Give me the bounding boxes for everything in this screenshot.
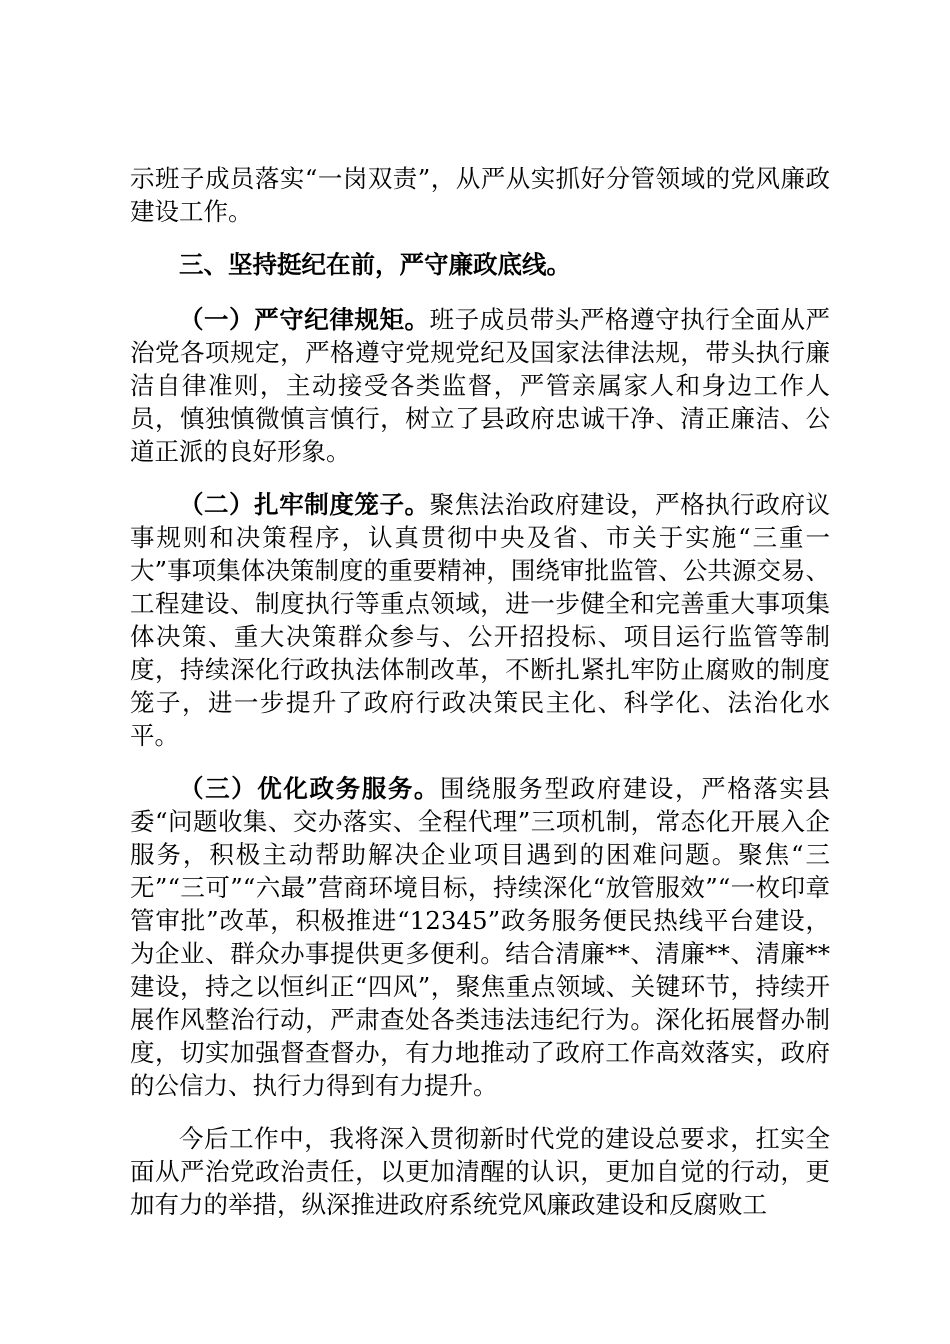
section-heading: 三、坚持挺纪在前，严守廉政底线。	[179, 250, 571, 279]
item-lead-3: （三）优化政务服务。	[179, 774, 441, 803]
continuation-paragraph: 示班子成员落实“一岗双责”，从严从实抓好分管领域的党风廉政建设工作。	[130, 164, 830, 226]
item-body-2: 聚焦法治政府建设，严格执行政府议事规则和决策程序，认真贯彻中央及省、市关于实施“三重一大”事项集体决策制度的重要精神，围绕审批监管、公共源交易、工程建设、制度执行等重点领域，进一步健全和完善重大事项集体决策、重大决策群众参与、公开招投标、项目运行监管等制度，持续深化行政执法体制改革，不断扎紧扎牢防止腐败的制度笼子，进一步提升了政府行政决策民主化、科学化、法治化水平。	[130, 490, 831, 750]
item-body-3: 围绕服务型政府建设，严格落实县委“问题收集、交办落实、全程代理”三项机制，常态化开展入企服务，积极主动帮助解决企业项目遇到的困难问题。聚焦“三无”“三可”“六最”营商环境目标，持续深化“放管服效”“一枚印章管审批”改革，积极推进“12345”政务服务便民热线平台建设，为企业、群众办事提供更多便利。结合清廉**、清廉**、清廉**建设，持之以恒纠正“四风”，聚焦重点领域、关键环节，持续开展作风整治行动，严肃查处各类违法违纪行为。深化拓展督办制度，切实加强督查督办，有力地推动了政府工作高效落实，政府的公信力、执行力得到有力提升。	[130, 774, 831, 1100]
item-paragraph-1	[130, 303, 830, 468]
document-page	[130, 162, 830, 1241]
item-lead-2: （二）扎牢制度笼子。	[179, 490, 430, 519]
item-lead-1: （一）严守纪律规矩。	[179, 305, 430, 334]
item-body-1: 班子成员带头严格遵守执行全面从严治党各项规定，严格遵守党规党纪及国家法律法规，带头执行廉洁自律准则，主动接受各类监督，严管亲属家人和身边工作人员，慎独慎微慎言慎行，树立了县政府忠诚干净、清正廉洁、公道正派的良好形象。	[130, 305, 831, 466]
item-paragraph-2	[130, 488, 830, 752]
item-paragraph-3	[130, 772, 830, 1102]
closing-paragraph: 今后工作中，我将深入贯彻新时代党的建设总要求，扛实全面从严治党政治责任，以更加清醒的认识，更加自觉的行动，更加有力的举措，纵深推进政府系统党风廉政建设和反腐败工	[130, 1124, 830, 1219]
